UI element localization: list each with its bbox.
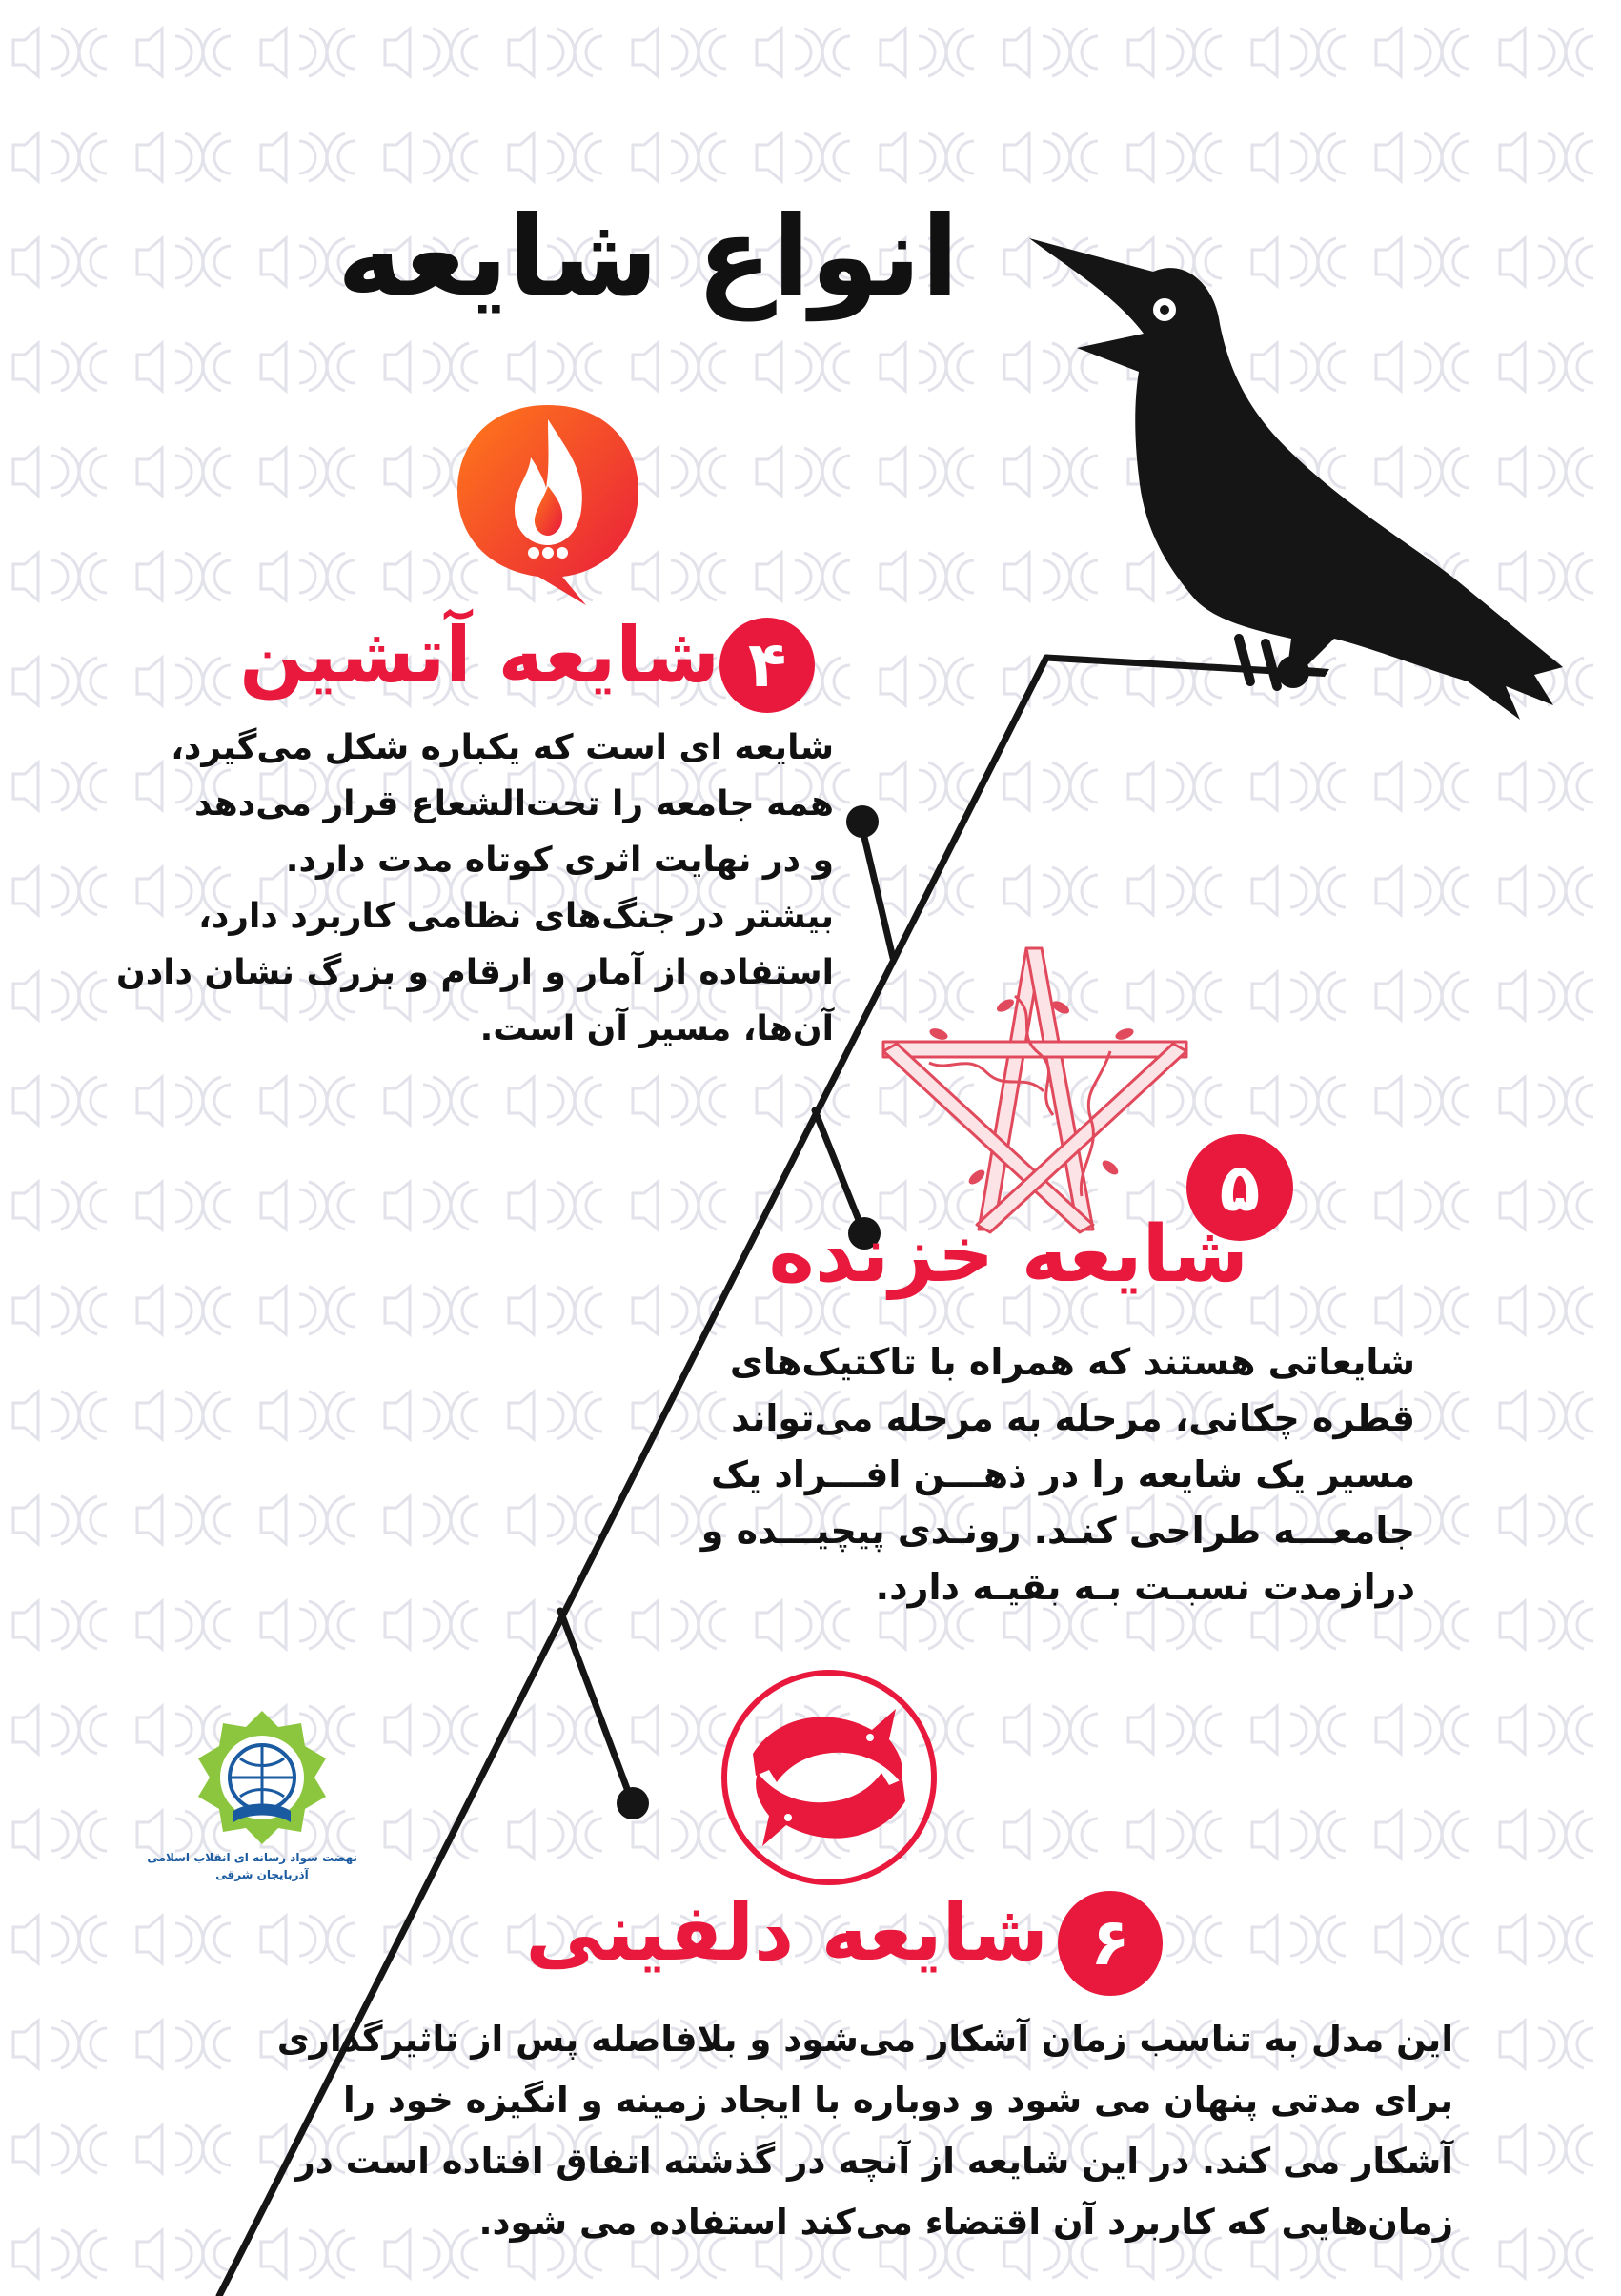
section-4-line: آن‌ها، مسیر آن است. — [479, 1009, 834, 1048]
page-title: انواع شایعه — [336, 193, 960, 321]
section-4-line: بیشتر در جنگ‌های نظامی کاربرد دارد، — [198, 897, 834, 936]
fire-speech-bubble-icon — [443, 381, 653, 610]
section-5-line: درازمدت نسبـت بـه بقیـه دارد. — [875, 1566, 1415, 1608]
section-5-heading: شایعه خزنده — [768, 1209, 1248, 1300]
organization-logo — [147, 1706, 357, 1954]
branch-dot-1 — [846, 805, 879, 838]
section-5-number-badge: ۵ — [1186, 1134, 1293, 1241]
dolphins-circle-icon — [710, 1663, 948, 1892]
section-5-line: جامعـــه طراحی کنـد. رونـدی پیچیـــده و — [700, 1510, 1415, 1552]
section-4-body — [116, 720, 834, 1057]
section-4-line: استفاده از آمار و ارقام و بزرگ نشان دادن — [116, 953, 834, 992]
section-4-number-badge: ۴ — [719, 618, 815, 713]
section-6-number-badge: ۶ — [1058, 1891, 1163, 1996]
section-6-body — [276, 2009, 1453, 2253]
branch-dot-3 — [617, 1787, 649, 1819]
section-6-line: آشکار می کند. در این شایعه از آنچه در گذشته اتفاق افتاده است در — [294, 2141, 1453, 2182]
section-6-line: برای مدتی پنهان می شود و دوباره با ایجاد زمینه و انگیزه خود را — [343, 2080, 1453, 2121]
section-5-line: قطره چکانی، مرحله به مرحله می‌تواند — [731, 1397, 1415, 1439]
organization-region: آذربایجان شرقی — [215, 1868, 309, 1881]
section-4-line: شایعه ای است که یکباره شکل می‌گیرد، — [171, 728, 834, 767]
section-5-body — [662, 1334, 1415, 1615]
section-5-line: مسیر یک شایعه را در ذهـــن افـــراد یک — [710, 1453, 1415, 1495]
organization-emblem-icon — [191, 1706, 334, 1849]
section-4-line: و در نهایت اثری کوتاه مدت دارد. — [285, 841, 834, 880]
branch-stem-3 — [560, 1611, 632, 1801]
section-4-line: همه جامعه را تحت‌الشعاع قرار می‌دهد — [193, 784, 834, 823]
crow-icon — [1001, 219, 1572, 724]
vine-pentagram-icon — [872, 939, 1196, 1244]
section-5-line: شایعاتی هستند که همراه با تاکتیک‌های — [729, 1341, 1415, 1383]
section-4-heading: شایعه آتشین — [239, 611, 719, 700]
organization-name: نهضت سواد رسانه ای انقلاب اسلامی — [147, 1851, 357, 1864]
section-6-heading: شایعه دلفینی — [525, 1888, 1048, 1979]
section-6-line: این مدل به تناسب زمان آشکار می‌شود و بلافاصله پس از تاثیرگذاری — [276, 2019, 1453, 2060]
section-6-line: زمان‌هایی که کاربرد آن اقتضاء می‌کند استفاده می شود. — [478, 2202, 1453, 2243]
